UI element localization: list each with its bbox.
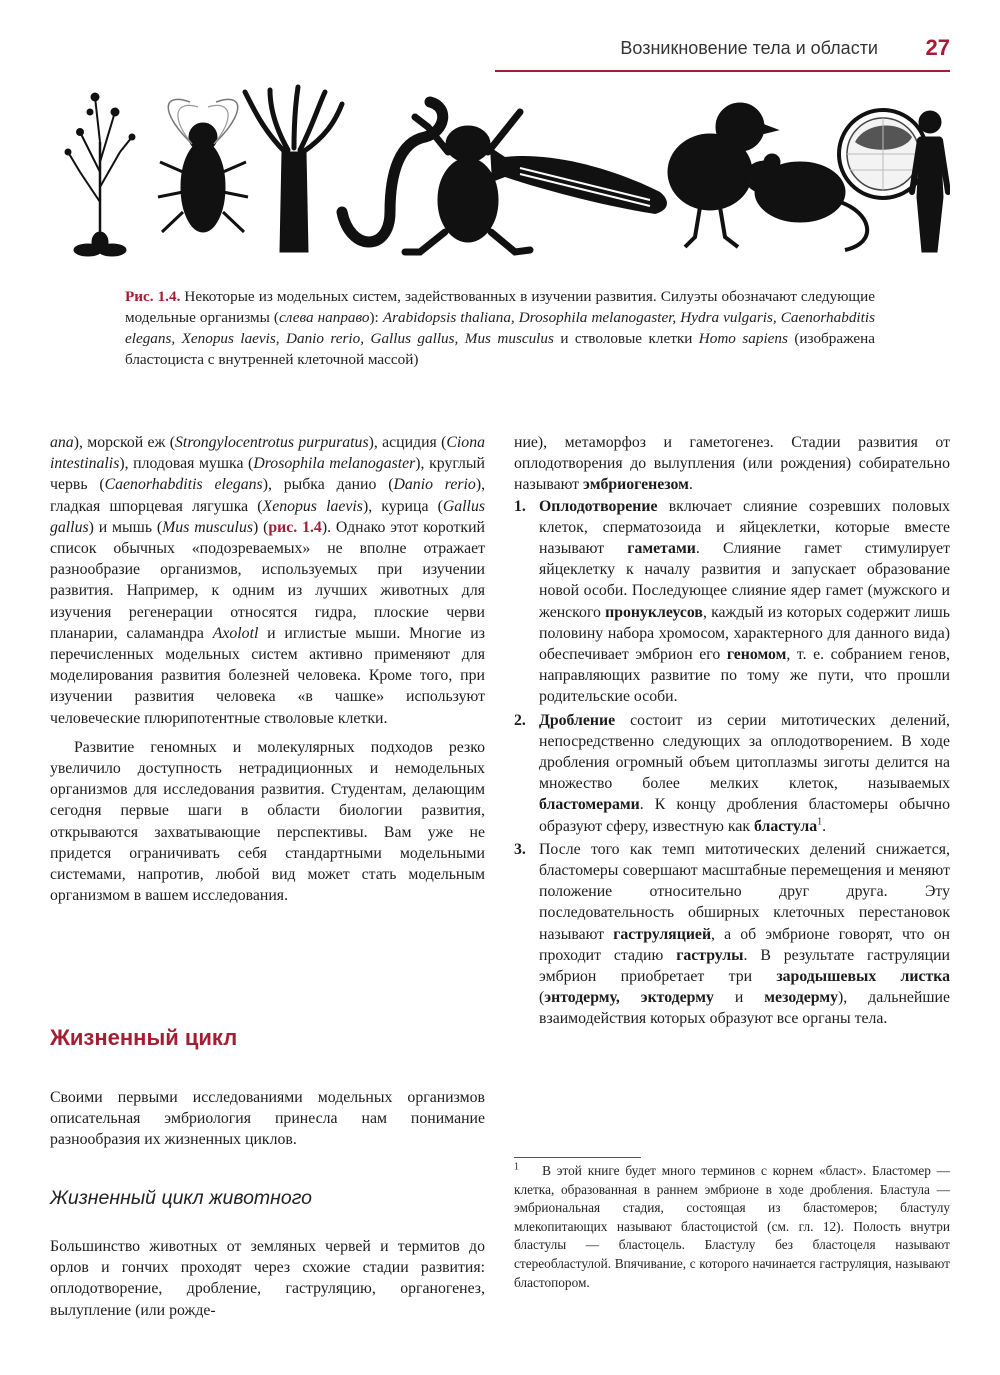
term: мезодерму [764,989,838,1007]
figure-reference-link[interactable]: рис. 1.4 [268,518,322,536]
species-name: Ciona intestinalis [50,434,485,473]
text: . Слияние гамет стимулирует яйцеклетку к началу развития и запускает образование новой особи. Последующее слияние ядер гамет (мужского и женского [539,540,950,621]
drosophila-icon [158,99,248,232]
text: ), плодовая мушка ( [119,455,254,473]
caption-homo-sapiens: Homo sapiens [698,330,788,347]
species-name: Caenorhabditis elegans [104,476,263,494]
term: Оплодотворение [539,497,658,515]
term: бластула [754,817,818,835]
list-number: 2. [514,711,526,729]
left-paragraph-3: Своими первыми исследованиями модельных организмов описательная эмбриология принесла нам понимание разнообразия их жизненных циклов. [50,1089,485,1149]
list-item [514,710,950,837]
figure-caption [125,286,875,370]
arabidopsis-icon [65,93,135,256]
text: ), асцидия ( [368,434,447,451]
list-item [514,496,950,708]
species-name: Danio rerio [393,476,476,494]
subsection-heading: Жизненный цикл животного [50,1187,312,1209]
text: , а об эмбрионе говорят, что он проходит стадию [539,925,951,964]
footnote-number: 1 [514,1161,519,1173]
footnote [514,1162,950,1292]
text: ), курица ( [362,497,443,515]
term: гаметами [627,540,696,558]
term: пронуклеусов [605,603,703,621]
running-header-title: Возникновение тела и области [620,38,878,58]
footnote-rule [514,1157,641,1158]
footnote-marker[interactable]: 1 [817,816,823,828]
text: включает слияние созревших половых клеток, сперматозоида и яйцеклетки, которые вместе называют [539,497,950,558]
caption-direction: слева направо [278,309,370,326]
term: гаструлы [676,946,744,964]
text: ) и мышь ( [88,518,163,536]
left-paragraph-4: Большинство животных от земляных червей и термитов до орлов и гончих проходят через схожие стадии развития: оплодотворение, дробление, гаструляцию, органогенез, вылупление (или рожде- [50,1238,485,1319]
hydra-icon [245,87,342,252]
list-number: 3. [514,840,526,858]
list-item [514,839,950,1030]
text: ( [539,989,545,1007]
species-name: ana [50,434,74,451]
text: , т. е. собранием генов, направляющих развитие по тому же пути, что прошли родительские особи. [539,646,951,706]
text: ние), метаморфоз и гаметогенез. Стадии развития от оплодотворения до вылупления (или рождения) собирательно называют [514,434,950,494]
text: ), круглый червь ( [50,455,485,494]
species-name: Drosophila melanogaster [253,455,416,473]
text: ), дальнейшие взаимодействия которых образуют все органы тела. [539,989,950,1028]
text: ), морской еж ( [73,434,176,451]
species-name: Xenopus laevis [262,497,363,515]
caption-species: Arabidopsis thaliana, Drosophila melanogaster, Hydra vulgaris, Caenorhabditis elegans, Xenopus laevis, Danio rerio, Gallus gallus, Mus musculus [125,309,875,347]
list-number: 1. [514,497,526,515]
text: . К концу дробления бластомеры обычно образуют сферу, известную как [539,796,950,835]
text: ). Однако этот короткий список обычных «подозреваемых» не вполне отражает разнообразие организмов, используемых при изучении развития. Например, к одним из лучших животных для изучения регенерации относятся гидра, плоские черви планарии, саламандра [50,518,485,642]
term: эмбриогенезом [583,476,689,494]
species-name: Gallus gallus [50,497,485,536]
text: ) ( [253,518,269,536]
right-intro [514,432,950,496]
species-name: Mus musculus [162,518,253,536]
term: энтодерму, эктодерму [544,989,714,1007]
header-rule [495,70,950,72]
term: гаструляцией [613,925,712,943]
term: зародышевых листка [776,968,950,986]
text: , каждый из которых содержит лишь половину набора хромосом, характерного для данного вида) обеспечивает эмбрион его [539,603,950,664]
caption-text: и стволовые клетки [553,330,699,347]
model-organisms-figure [50,82,950,267]
species-name: Axolotl [212,624,259,642]
text: ), рыбка данио ( [262,476,394,494]
text: ), гладкая шпорцевая лягушка ( [50,476,486,515]
caption-label: Рис. 1.4. [125,288,181,305]
footnote-text: В этой книге будет много терминов с корнем «бласт». Бластомер — клетка, образованная в раннем эмбрионе в ходе дробления. Бластула — эмбриональная стадия, состоящая из бластомеров; бластулу млекопитающих называют бластоцистой (см. гл. 12). Полость внутри бластулы — бластоцель. Бластулу без бластоцеля называют стереобластулой. Впячивание, с которого начинается гаструляция, называют бластопором. [514,1163,951,1290]
text: состоит из серии митотических делений, непосредственно следующих за оплодотворением. В ходе дробления огромный объем цитоплазмы зиготы делится на множество более мелких клеток, называемых [539,711,950,793]
term: геномом [726,646,787,664]
text: . В результате гаструляции эмбрион приобретает три [539,946,950,986]
text: и иглистые мыши. Многие из перечисленных модельных систем активно применяют для моделирования развития болезней человека. Кроме того, при изучении развития человека «в чашке» используют человеческие плюрипотентные стволовые клетки. [50,624,485,727]
section-heading: Жизненный цикл [50,1025,238,1050]
stages-list [514,496,950,1030]
left-column [50,432,485,906]
text: и [713,989,765,1007]
caption-text: Некоторые из модельных систем, задействованных в изучении развития. Силуэты обозначают следующие модельные организмы ( [125,288,875,326]
page-number: 27 [925,35,950,60]
species-name: Strongylocentrotus purpuratus [175,434,369,451]
caption-text: (изображена бластоциста с внутренней клеточной массой) [125,330,875,368]
right-column [514,432,950,1030]
term: бластомерами [539,796,640,814]
text: . [822,817,827,835]
text: . [688,476,693,494]
term: Дробление [539,711,616,729]
left-paragraph-1 [50,432,485,729]
text: После того как темп митотических делений снижается, бластомеры совершают масштабные перемещения и меняют положение относительно друг друга. Эту последовательность обширных клеточных перестановок называют [539,840,950,943]
left-paragraph-2: Развитие геномных и молекулярных подходов резко увеличило доступность нетрадиционных и немодельных организмов для исследования развития. Студентам, делающим сегодня первые шаги в области биологии развития, открываются захватывающие перспективы. Вам уже не придется ограничивать себя стандартными модельными системами, напротив, любой вид может стать модельным организмом в вашем исследования. [50,738,485,905]
zebrafish-icon [490,147,667,214]
caption-text: ): [369,309,383,326]
